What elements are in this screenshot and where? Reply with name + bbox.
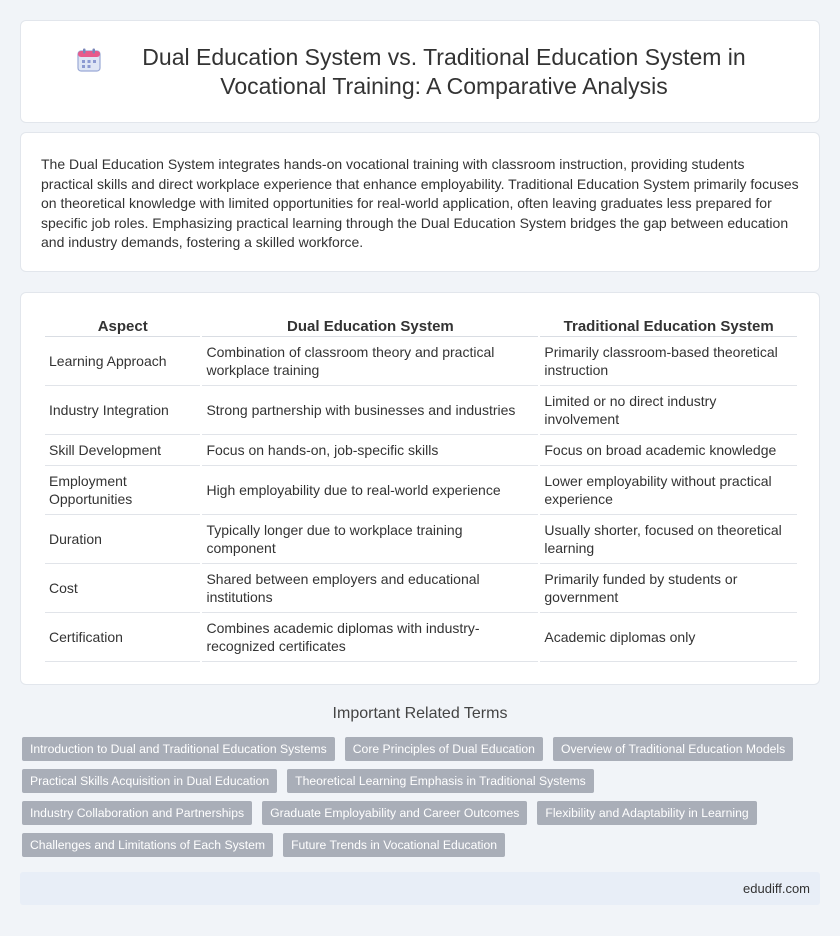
row-aspect: Skill Development: [45, 435, 200, 466]
related-term-tag[interactable]: Industry Collaboration and Partnerships: [22, 801, 252, 825]
row-traditional: Primarily classroom-based theoretical instruction: [540, 337, 797, 386]
related-term-tag[interactable]: Graduate Employability and Career Outcomes: [262, 801, 527, 825]
table-row: [45, 564, 797, 613]
table-row: [45, 613, 797, 662]
related-term-tag[interactable]: Theoretical Learning Emphasis in Traditional Systems: [287, 769, 594, 793]
table-row: [45, 386, 797, 435]
row-traditional: Primarily funded by students or government: [540, 564, 797, 613]
row-traditional: Limited or no direct industry involvement: [540, 386, 797, 435]
row-dual: High employability due to real-world experience: [202, 466, 538, 515]
table-row: [45, 466, 797, 515]
related-terms-list: [22, 737, 822, 865]
comparison-table: [43, 313, 799, 662]
row-aspect: Duration: [45, 515, 200, 564]
row-aspect: Cost: [45, 564, 200, 613]
row-traditional: Lower employability without practical experience: [540, 466, 797, 515]
title-card: [20, 20, 820, 123]
footer-site-link[interactable]: edudiff.com: [743, 881, 810, 896]
table-row: [45, 435, 797, 466]
comparison-card: [20, 292, 820, 685]
row-dual: Combination of classroom theory and practical workplace training: [202, 337, 538, 386]
row-aspect: Certification: [45, 613, 200, 662]
related-term-tag[interactable]: Challenges and Limitations of Each System: [22, 833, 273, 857]
row-dual: Combines academic diplomas with industry-recognized certificates: [202, 613, 538, 662]
related-term-tag[interactable]: Introduction to Dual and Traditional Education Systems: [22, 737, 335, 761]
table-row: [45, 515, 797, 564]
row-dual: Typically longer due to workplace training component: [202, 515, 538, 564]
table-row: [45, 337, 797, 386]
related-term-tag[interactable]: Future Trends in Vocational Education: [283, 833, 505, 857]
related-term-tag[interactable]: Overview of Traditional Education Models: [553, 737, 793, 761]
related-term-tag[interactable]: Practical Skills Acquisition in Dual Education: [22, 769, 277, 793]
intro-card: [20, 132, 820, 272]
row-dual: Focus on hands-on, job-specific skills: [202, 435, 538, 466]
row-traditional: Academic diplomas only: [540, 613, 797, 662]
header-traditional: Traditional Education System: [540, 313, 797, 337]
row-aspect: Employment Opportunities: [45, 466, 200, 515]
footer: [20, 872, 820, 905]
page-title: Dual Education System vs. Traditional Education System in Vocational Training: A Comparative Analysis: [142, 43, 746, 99]
header-dual: Dual Education System: [202, 313, 538, 337]
row-traditional: Usually shorter, focused on theoretical learning: [540, 515, 797, 564]
row-dual: Shared between employers and educational institutions: [202, 564, 538, 613]
row-aspect: Industry Integration: [45, 386, 200, 435]
intro-paragraph: The Dual Education System integrates hands-on vocational training with classroom instruction, providing students practical skills and direct workplace experience that enhance employability. Traditional Education System primarily focuses on theoretical knowledge with limited opportunities for real-world application, often leaving graduates less prepared for specific job roles. Emphasizing practical learning through the Dual Education System bridges the gap between education and industry demands, fostering a skilled workforce.: [41, 156, 799, 250]
related-term-tag[interactable]: Core Principles of Dual Education: [345, 737, 543, 761]
related-term-tag[interactable]: Flexibility and Adaptability in Learning: [537, 801, 756, 825]
row-aspect: Learning Approach: [45, 337, 200, 386]
row-traditional: Focus on broad academic knowledge: [540, 435, 797, 466]
related-terms-title: Important Related Terms: [332, 705, 508, 722]
calendar-icon: [76, 47, 102, 73]
row-dual: Strong partnership with businesses and industries: [202, 386, 538, 435]
table-header-row: [45, 313, 797, 337]
header-aspect: Aspect: [45, 313, 200, 337]
